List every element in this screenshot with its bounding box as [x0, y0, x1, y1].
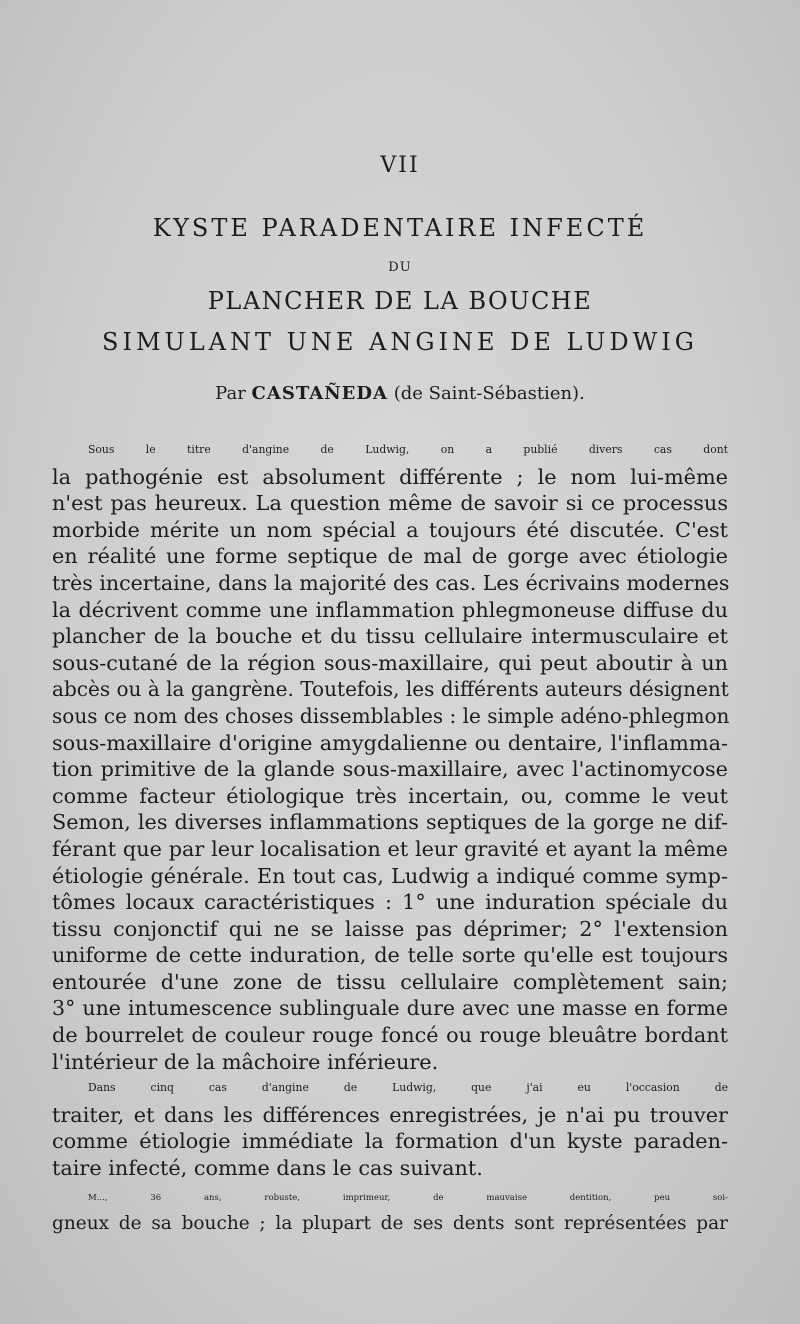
author-affiliation: (de Saint-Sébastien). — [393, 383, 585, 404]
text-line: tissu conjonctif qui ne se laisse pas déprimer; 2° l'extension — [52, 916, 728, 941]
text-line: 3° une intumescence sublinguale dure avec une masse en forme — [52, 996, 728, 1021]
text-line: comme étiologie immédiate la formation d'un kyste paraden- — [52, 1129, 728, 1154]
case-report — [52, 1185, 728, 1237]
title-line-2: DU — [388, 260, 412, 275]
text-line: en réalité une forme septique de mal de gorge avec étiologie — [52, 544, 728, 569]
text-line: Dans cinq cas d'angine de Ludwig, que j'ai eu l'occasion de — [88, 1081, 728, 1095]
byline — [0, 383, 800, 404]
text-line: comme facteur étiologique très incertain, ou, comme le veut — [52, 783, 728, 808]
title-line-4: SIMULANT UNE ANGINE DE LUDWIG — [102, 328, 698, 356]
text-line: gneux de sa bouche ; la plupart de ses dents sont représentées par — [52, 1213, 728, 1234]
paragraph-1 — [52, 437, 728, 1075]
title-line-1: KYSTE PARADENTAIRE INFECTÉ — [152, 214, 648, 242]
author-name: CASTAÑEDA — [251, 383, 388, 404]
byline-prefix: Par — [215, 383, 246, 404]
text-line: Sous le titre d'angine de Ludwig, on a publié divers cas dont — [88, 443, 728, 456]
text-line: sous-maxillaire d'origine amygdalienne ou dentaire, l'inflamma- — [52, 730, 728, 755]
text-line: Semon, les diverses inflammations septiques de la gorge ne dif- — [52, 810, 728, 835]
text-line: tômes locaux caractéristiques : 1° une induration spéciale du — [52, 890, 728, 915]
text-line: la pathogénie est absolument différente ; le nom lui-même — [52, 464, 728, 489]
text-line: l'intérieur de la mâchoire inférieure. — [52, 1049, 439, 1074]
text-line: très incertaine, dans la majorité des cas. Les écrivains modernes — [52, 570, 730, 595]
text-line: taire infecté, comme dans le cas suivant. — [52, 1156, 483, 1181]
text-line: n'est pas heureux. La question même de savoir si ce processus — [52, 491, 728, 516]
body-text — [52, 437, 728, 1182]
text-line: la décrivent comme une inflammation phlegmoneuse diffuse du — [52, 597, 728, 622]
text-line: entourée d'une zone de tissu cellulaire complètement sain; — [52, 969, 728, 994]
text-line: M..., 36 ans, robuste, imprimeur, de mauvaise dentition, peu soi- — [88, 1193, 728, 1203]
text-line: plancher de la bouche et du tissu cellulaire intermusculaire et — [52, 624, 728, 649]
text-line: sous ce nom des choses dissemblables : le simple adéno-phlegmon — [52, 703, 730, 728]
text-line: sous-cutané de la région sous-maxillaire, qui peut aboutir à un — [52, 650, 728, 675]
title-line-3: PLANCHER DE LA BOUCHE — [207, 287, 593, 315]
text-line: tion primitive de la glande sous-maxillaire, avec l'actinomycose — [52, 757, 728, 782]
chapter-number: VII — [380, 153, 420, 178]
text-line: férant que par leur localisation et leur gravité et ayant la même — [52, 836, 728, 861]
text-line: de bourrelet de couleur rouge foncé ou rouge bleuâtre bordant — [52, 1023, 728, 1048]
text-line: abcès ou à la gangrène. Toutefois, les différents auteurs désignent — [52, 677, 729, 702]
paragraph-2 — [52, 1075, 728, 1181]
text-line: morbide mérite un nom spécial a toujours été discutée. C'est — [52, 517, 728, 542]
text-line: traiter, et dans les différences enregistrées, je n'ai pu trouver — [52, 1102, 728, 1127]
text-line: uniforme de cette induration, de telle sorte qu'elle est toujours — [52, 943, 728, 968]
text-line: étiologie générale. En tout cas, Ludwig a indiqué comme symp- — [52, 863, 728, 888]
